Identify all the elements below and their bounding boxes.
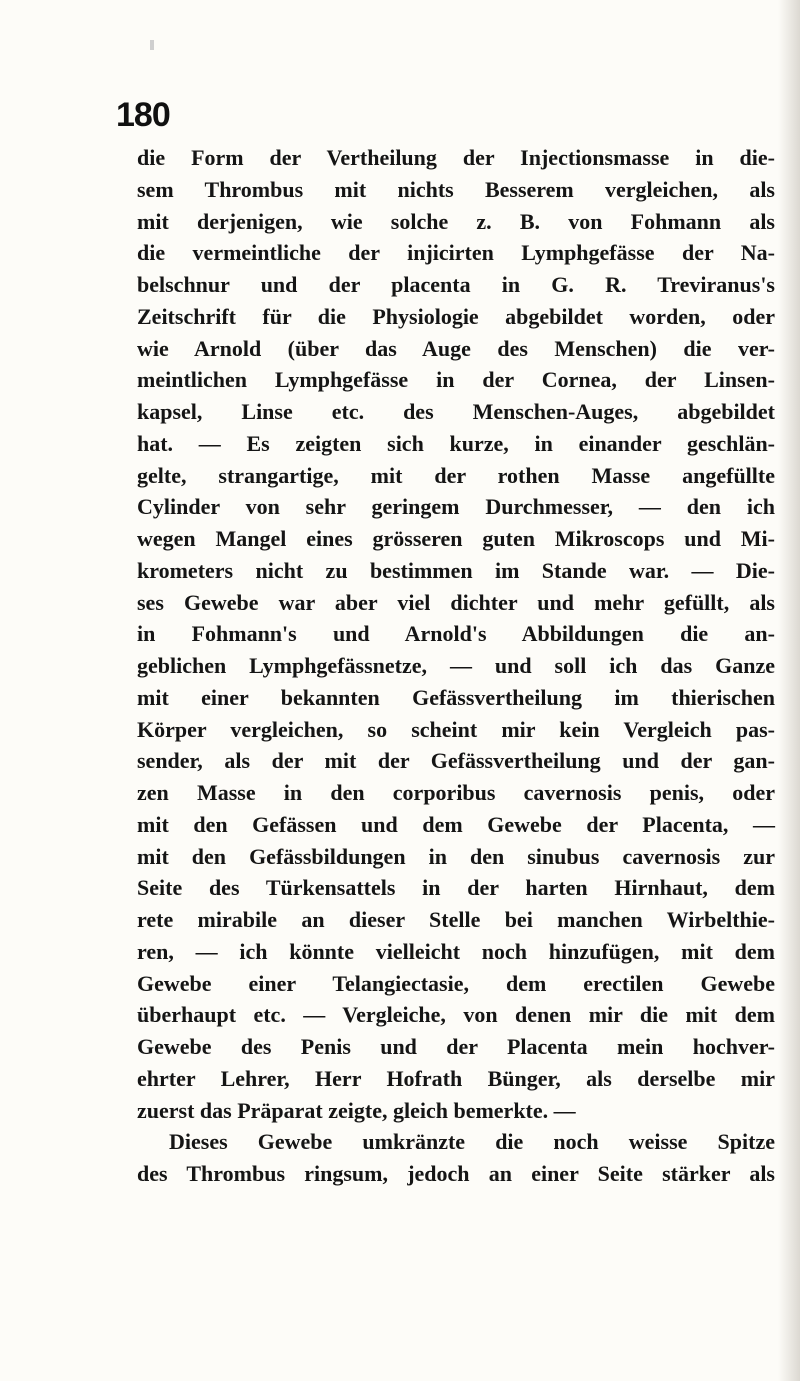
text-line: überhaupt etc. — Vergleiche, von denen mir die mit dem [137, 1002, 775, 1028]
page-edge-shadow [778, 0, 800, 1381]
text-line: Zeitschrift für die Physiologie abgebildet worden, oder [137, 303, 775, 329]
text-line: meintlichen Lymphgefässe in der Cornea, der Linsen- [137, 367, 775, 393]
text-line: belschnur und der placenta in G. R. Treviranus's [137, 272, 775, 297]
text-line: mit den Gefässen und dem Gewebe der Placenta, — [137, 811, 775, 837]
text-line: die vermeintliche der injicirten Lymphgefässe der Na- [137, 240, 775, 266]
text-line: in Fohmann's und Arnold's Abbildungen die an- [137, 621, 775, 647]
text-line: Gewebe einer Telangiectasie, dem erectilen Gewebe [137, 970, 775, 996]
text-line: Gewebe des Penis und der Placenta mein hochver- [137, 1034, 775, 1059]
text-line: zen Masse in den corporibus cavernosis penis, oder [137, 780, 775, 805]
text-line: ses Gewebe war aber viel dichter und mehr gefüllt, als [137, 589, 775, 615]
text-line: Cylinder von sehr geringem Durchmesser, — den ich [137, 494, 775, 520]
text-line: mit einer bekannten Gefässvertheilung im thierischen [137, 684, 775, 710]
text-line: sender, als der mit der Gefässvertheilung und der gan- [137, 748, 775, 774]
text-line: Körper vergleichen, so scheint mir kein Vergleich pas- [137, 716, 775, 742]
text-line: gelte, strangartige, mit der rothen Masse angefüllte [137, 462, 775, 488]
text-line: Seite des Türkensattels in der harten Hirnhaut, dem [137, 875, 775, 901]
body-text [137, 142, 775, 1190]
text-line: wegen Mangel eines grösseren guten Mikroscops und Mi- [137, 526, 775, 551]
text-line: zuerst das Präparat zeigte, gleich bemerkte. — [137, 1097, 576, 1123]
text-line: sem Thrombus mit nichts Besserem vergleichen, als [137, 176, 775, 202]
text-line: geblichen Lymphgefässnetze, — und soll ich das Ganze [137, 653, 775, 678]
text-line: mit derjenigen, wie solche z. B. von Fohmann als [137, 208, 775, 234]
text-line: des Thrombus ringsum, jedoch an einer Seite stärker als [137, 1161, 775, 1186]
scan-mark [150, 40, 154, 50]
text-line: ren, — ich könnte vielleicht noch hinzufügen, mit dem [137, 938, 775, 964]
text-line: Dieses Gewebe umkränzte die noch weisse Spitze [169, 1129, 775, 1155]
text-line: rete mirabile an dieser Stelle bei manchen Wirbelthie- [137, 907, 775, 932]
text-line: wie Arnold (über das Auge des Menschen) die ver- [137, 335, 775, 361]
text-line: krometers nicht zu bestimmen im Stande war. — Die- [137, 557, 775, 583]
text-line: kapsel, Linse etc. des Menschen-Auges, abgebildet [137, 399, 775, 424]
page-number: 180 [116, 96, 170, 134]
text-line: mit den Gefässbildungen in den sinubus cavernosis zur [137, 843, 775, 869]
text-line: ehrter Lehrer, Herr Hofrath Bünger, als derselbe mir [137, 1065, 775, 1091]
text-line: hat. — Es zeigten sich kurze, in einander geschlän- [137, 430, 775, 456]
text-line: die Form der Vertheilung der Injectionsmasse in die- [137, 145, 775, 170]
